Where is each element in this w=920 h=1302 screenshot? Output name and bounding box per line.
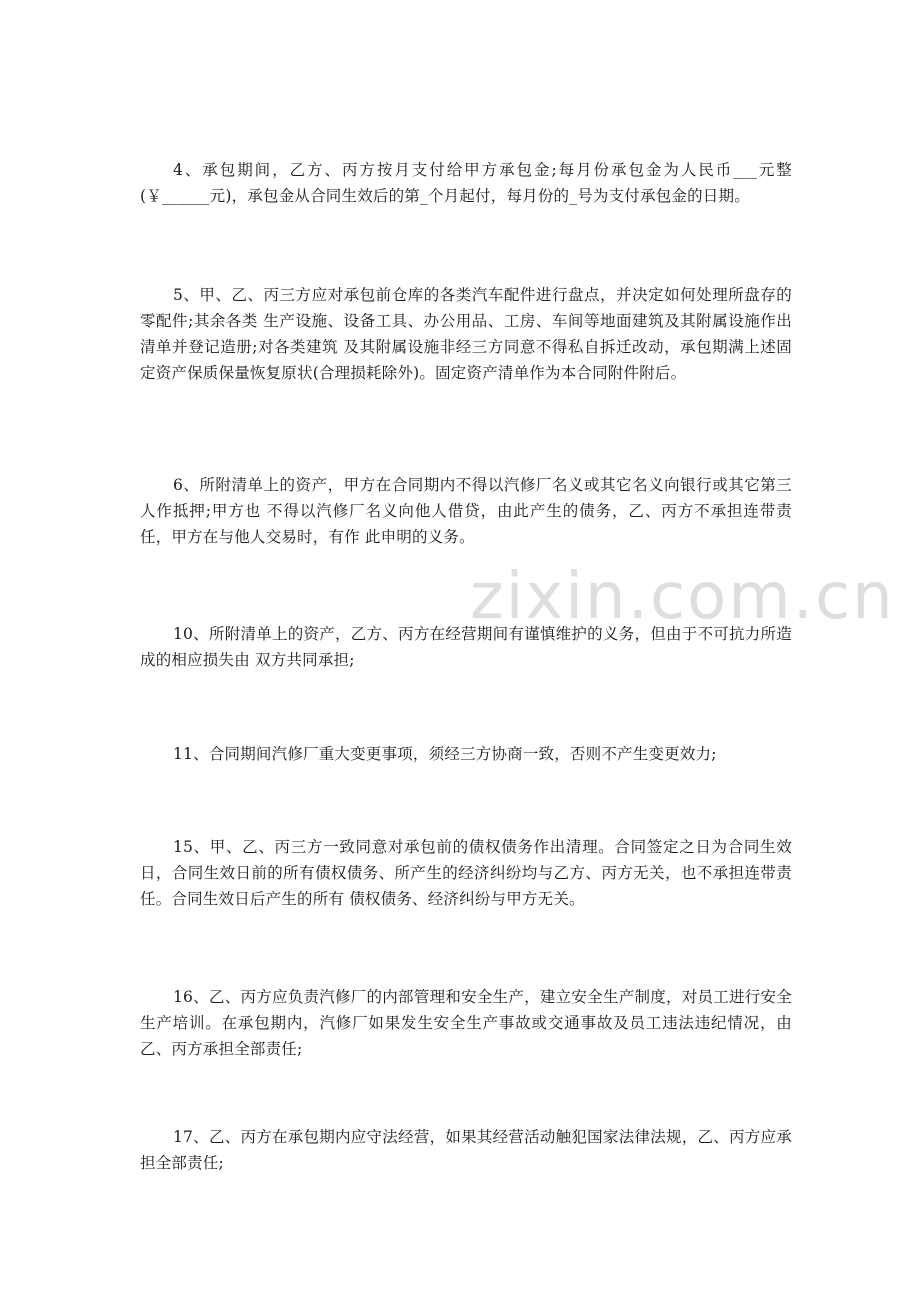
clause-5: 5、甲、乙、丙三方应对承包前仓库的各类汽车配件进行盘点，并决定如何处理所盘存的零配件;其余各类 生产设施、设备工具、办公用品、工房、车间等地面建筑及其附属设施作出清单并登记造册;对各类建筑 及其附属设施非经三方同意不得私自拆迁改动，承包期满上述固定资产保质保量恢复原状(合理损耗除外)。固定资产清单作为本合同附件附后。: [140, 286, 792, 382]
clause-11: 11、合同期间汽修厂重大变更事项，须经三方协商一致，否则不产生变更效力;: [173, 745, 717, 763]
clause-6: 6、所附清单上的资产，甲方在合同期内不得以汽修厂名义或其它名义向银行或其它第三人作抵押;甲方也 不得以汽修厂名义向他人借贷，由此产生的债务，乙、丙方不承担连带责任，甲方在与他人交易时，有作 此申明的义务。: [140, 476, 792, 546]
clause-17: 17、乙、丙方在承包期内应守法经营，如果其经营活动触犯国家法律法规，乙、丙方应承担全部责任;: [140, 1128, 792, 1172]
watermark: zixin.com.cn: [470, 560, 895, 634]
clause-10: 10、所附清单上的资产，乙方、丙方在经营期间有谨慎维护的义务，但由于不可抗力所造成的相应损失由 双方共同承担;: [140, 625, 792, 669]
clause-16: 16、乙、丙方应负责汽修厂的内部管理和安全生产，建立安全生产制度，对员工进行安全生产培训。在承包期内，汽修厂如果发生安全生产事故或交通事故及员工违法违纪情况，由乙、丙方承担全部责任;: [140, 988, 792, 1058]
clause-15: 15、甲、乙、丙三方一致同意对承包前的债权债务作出清理。合同签定之日为合同生效日，合同生效日前的所有债权债务、所产生的经济纠纷均与乙方、丙方无关，也不承担连带责任。合同生效日后产生的所有 债权债务、经济纠纷与甲方无关。: [140, 838, 792, 908]
clause-4: 4、承包期间，乙方、丙方按月支付给甲方承包金;每月份承包金为人民币___元整(￥______元)，承包金从合同生效后的第_个月起付，每月份的_号为支付承包金的日期。: [140, 161, 792, 205]
